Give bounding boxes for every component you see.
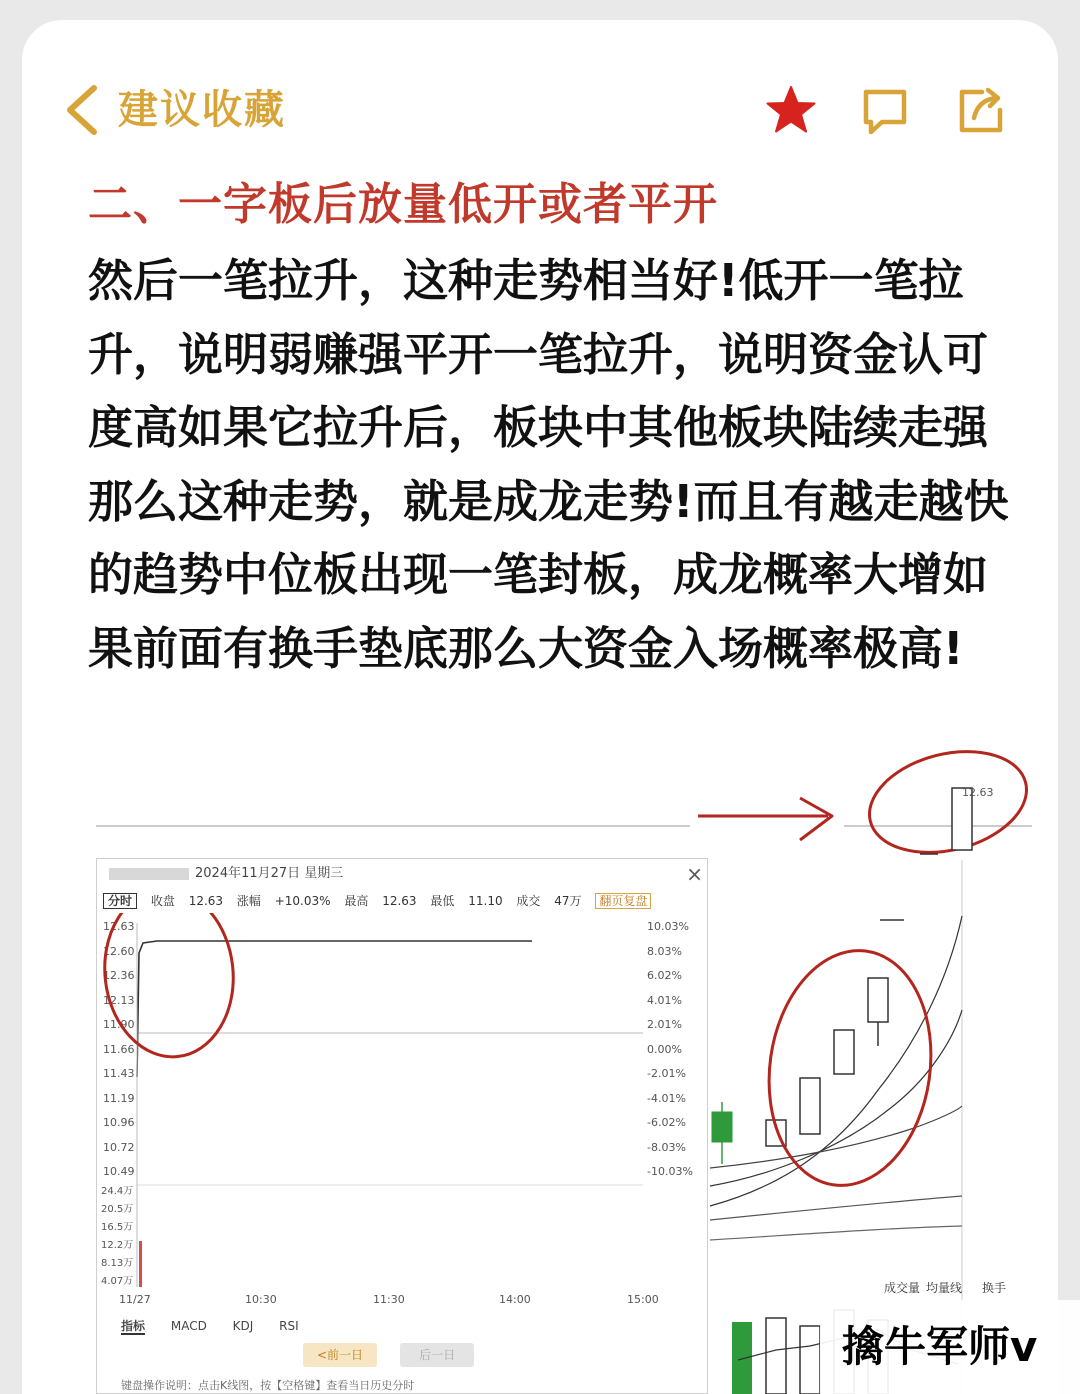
kline-price-label: 12.63	[962, 786, 994, 799]
back-chevron-icon[interactable]	[62, 82, 102, 138]
toolbar-low-label: 最低	[430, 894, 455, 908]
kline-chart-panel	[708, 740, 1058, 1394]
y-tick-right: -4.01%	[647, 1091, 686, 1105]
y-tick-right: 0.00%	[647, 1042, 682, 1056]
indicator-label: 换手	[982, 1281, 1007, 1295]
volume-bar-up	[800, 1326, 820, 1394]
tab-time-share[interactable]: 分时	[103, 893, 137, 909]
toolbar-close-value: 12.63	[188, 894, 224, 908]
toolbar-volume-label: 成交	[516, 894, 541, 908]
y-tick-left: 11.43	[103, 1067, 135, 1080]
app-card	[22, 20, 1058, 1394]
window-toolbar	[97, 889, 709, 913]
watermark-label: 擒牛军师v	[820, 1300, 1080, 1394]
vol-tick: 24.4万	[101, 1186, 134, 1197]
window-header	[97, 859, 709, 889]
ma-line-20	[710, 1106, 962, 1168]
article-heading: 二、一字板后放量低开或者平开	[88, 179, 718, 230]
indicator-tabs	[121, 1317, 321, 1334]
y-tick-left: 10.72	[103, 1140, 135, 1154]
volume-bar-open	[139, 1241, 142, 1287]
y-tick-right: -10.03%	[647, 1165, 693, 1178]
window-date: 2024年11月27日 星期三	[195, 866, 344, 881]
time-tick: 11:30	[373, 1293, 405, 1306]
tab-kdj[interactable]: KDJ	[232, 1319, 254, 1333]
prev-day-button[interactable]: <前一日	[303, 1343, 377, 1367]
y-tick-left: 10.49	[103, 1165, 135, 1178]
time-tick: 15:00	[627, 1293, 659, 1306]
top-nav-bar	[22, 20, 1058, 190]
replay-button[interactable]: 翻页复盘	[595, 893, 651, 909]
vol-tick: 8.13万	[101, 1258, 134, 1269]
kline-candle-down	[712, 1112, 732, 1142]
toolbar-volume-value: 47万	[554, 894, 582, 908]
time-tick: 10:30	[245, 1293, 277, 1306]
toolbar-change-label: 涨幅	[236, 894, 261, 908]
ma-line-120	[710, 1226, 962, 1240]
tab-indicator[interactable]: 指标	[121, 1319, 146, 1333]
ma-line-60	[710, 1196, 962, 1220]
y-tick-right: 4.01%	[647, 993, 682, 1007]
y-tick-left: 12.36	[103, 969, 135, 982]
kline-candle-up	[834, 1030, 854, 1074]
page-title: 建议收藏	[118, 87, 286, 133]
y-tick-right: 6.02%	[647, 969, 682, 982]
annotation-circle-open	[97, 913, 241, 1063]
indicator-label: 成交量	[884, 1281, 921, 1295]
article-body: 然后一笔拉升，这种走势相当好!低开一笔拉升，说明弱赚强平开一笔拉升，说明资金认可度高如果它拉升后，板块中其他板块陆续走强那么这种走势，就是成龙走势!而且有越走越快的趋势中位板出现一笔封板，成龙概率大增如果前面有换手垫底那么大资金入场概率极高!	[88, 254, 1009, 675]
y-tick-right: -8.03%	[647, 1140, 686, 1154]
y-tick-right: 2.01%	[647, 1018, 682, 1031]
vol-tick: 4.07万	[101, 1276, 134, 1287]
embedded-chart-screenshot	[22, 740, 1058, 1394]
y-tick-left: 10.96	[103, 1116, 135, 1129]
vol-tick: 16.5万	[101, 1222, 134, 1233]
share-icon[interactable]	[954, 84, 1008, 138]
toolbar-close-label: 收盘	[150, 894, 175, 908]
y-tick-left: 11.66	[103, 1042, 135, 1056]
y-tick-right: -2.01%	[647, 1067, 686, 1080]
indicator-label: 均量线	[926, 1281, 963, 1295]
toolbar-high-value: 12.63	[382, 894, 417, 908]
price-line	[137, 941, 532, 1077]
kline-candle-up	[868, 978, 888, 1022]
toolbar-high-label: 最高	[344, 894, 369, 908]
y-tick-right: -6.02%	[647, 1116, 686, 1129]
y-tick-right: 8.03%	[647, 944, 682, 958]
next-day-button[interactable]: 后一日	[400, 1343, 474, 1367]
time-tick: 14:00	[499, 1293, 531, 1306]
tab-rsi[interactable]: RSI	[279, 1319, 299, 1333]
toolbar-low-value: 11.10	[468, 894, 503, 908]
time-share-window	[96, 858, 708, 1394]
y-tick-left: 11.19	[103, 1091, 135, 1105]
stock-name-blurred	[109, 868, 189, 880]
y-tick-left: 12.13	[103, 993, 135, 1007]
y-tick-right: 10.03%	[647, 920, 689, 933]
time-axis	[119, 1293, 699, 1313]
y-tick-left: 11.90	[103, 1018, 135, 1031]
y-tick-left: 12.63	[103, 920, 135, 933]
y-tick-left: 12.60	[103, 944, 135, 958]
volume-bar-down	[732, 1322, 752, 1394]
close-icon[interactable]: ×	[686, 862, 703, 886]
vol-tick: 12.2万	[101, 1240, 134, 1251]
kline-candle-up	[800, 1078, 820, 1134]
vol-tick: 20.5万	[101, 1204, 134, 1215]
toolbar-change-value: +10.03%	[274, 894, 331, 908]
star-icon[interactable]	[764, 84, 818, 138]
tab-macd[interactable]: MACD	[170, 1319, 207, 1333]
comment-icon[interactable]	[858, 84, 912, 138]
day-navigation	[303, 1343, 492, 1367]
keyboard-help-note: 键盘操作说明：点击K线图，按【空格键】查看当日历史分时	[121, 1379, 415, 1392]
time-share-plot	[97, 913, 709, 1293]
time-tick: 11/27	[119, 1293, 151, 1306]
volume-bar-up	[766, 1318, 786, 1394]
